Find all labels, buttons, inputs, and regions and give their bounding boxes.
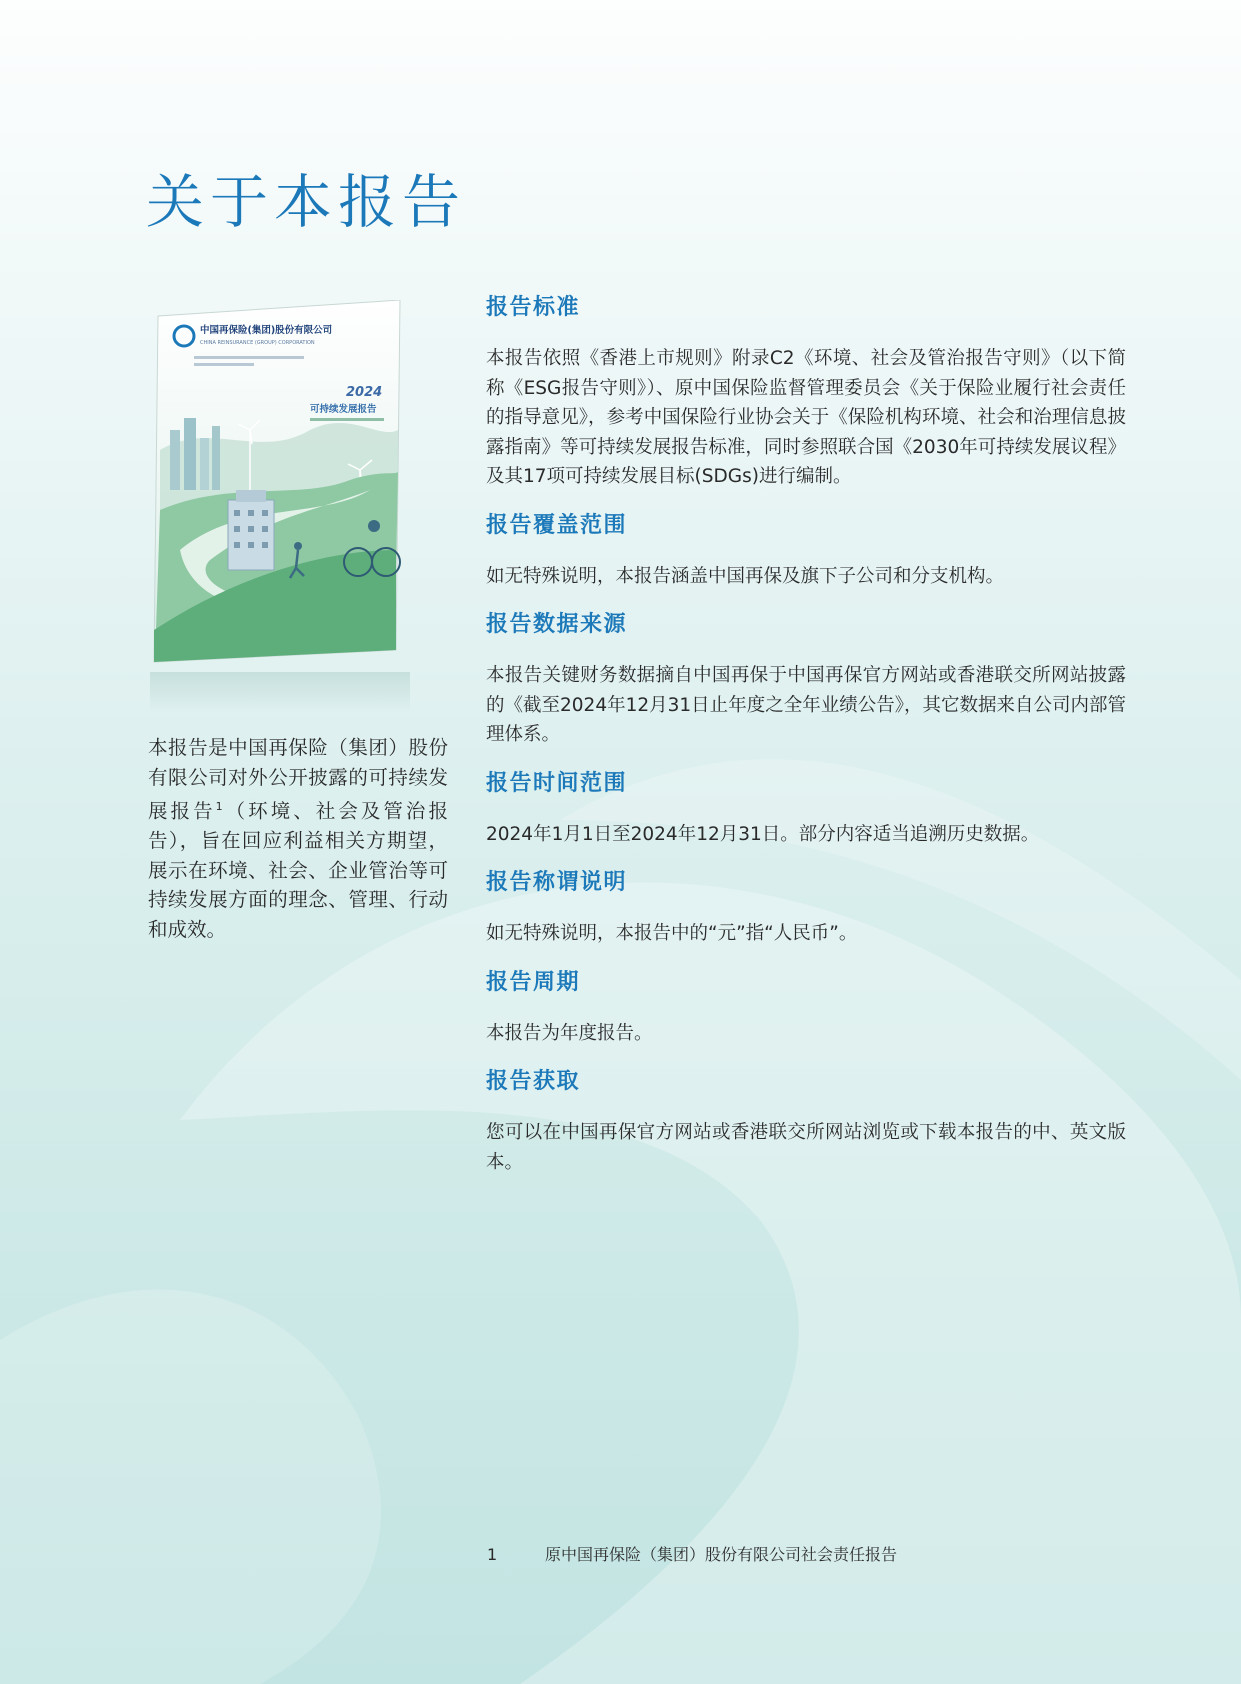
intro-paragraph xyxy=(148,733,448,944)
cover-report-name: 可持续发展报告 xyxy=(310,404,377,415)
section-body: 本报告为年度报告。 xyxy=(486,1022,653,1044)
section-heading: 报告获取 xyxy=(486,1069,581,1094)
footnote-text: 原中国再保险（集团）股份有限公司社会责任报告 xyxy=(545,1545,898,1564)
section-body: 本报告关键财务数据摘自中国再保于中国再保官方网站或香港联交所网站披露的《截至2024年12月31日止年度之全年业绩公告》，其它数据来自公司内部管理体系。 xyxy=(486,665,1126,745)
section-terminology xyxy=(486,865,1126,949)
section-body: 如无特殊说明，本报告涵盖中国再保及旗下子公司和分支机构。 xyxy=(486,565,1005,587)
section-report-access xyxy=(486,1064,1126,1177)
section-heading: 报告周期 xyxy=(486,969,581,995)
section-time-range xyxy=(486,766,1126,850)
cover-company-cn: 中国再保险(集团)股份有限公司 xyxy=(200,325,333,336)
intro-text: 本报告是中国再保险（集团）股份有限公司对外公开披露的可持续发展报告 xyxy=(148,736,448,823)
cover-reflection xyxy=(150,672,410,712)
report-cover-image xyxy=(150,300,410,670)
section-heading: 报告标准 xyxy=(486,295,581,320)
section-body: 2024年1月1日至2024年12月31日。部分内容适当追溯历史数据。 xyxy=(486,823,1040,845)
section-report-cycle xyxy=(486,965,1126,1049)
section-heading: 报告覆盖范围 xyxy=(486,512,628,538)
intro-text-continued: （环境、社会及管治报告），旨在回应利益相关方期望，展示在环境、社会、企业管治等可持续发展方面的理念、管理、行动和成效。 xyxy=(148,799,448,941)
section-heading: 报告称谓说明 xyxy=(486,870,628,895)
cover-company-en: CHINA REINSURANCE (GROUP) CORPORATION xyxy=(200,340,315,346)
footnote-ref: 1 xyxy=(215,800,223,813)
footnote-number: 1 xyxy=(487,1545,498,1564)
report-sections xyxy=(486,290,1126,1177)
page-title: 关于本报告 xyxy=(146,168,467,236)
section-body: 您可以在中国再保官方网站或香港联交所网站浏览或下载本报告的中、英文版本。 xyxy=(486,1122,1126,1173)
section-body: 本报告依照《香港上市规则》附录C2《环境、社会及管治报告守则》（以下简称《ESG报告守则》）、原中国保险监督管理委员会《关于保险业履行社会责任的指导意见》，参考中国保险行业协会关于《保险机构环境、社会和治理信息披露指南》等可持续发展报告标准，同时参照联合国《2030年可持续发展议程》及其17项可持续发展目标(SDGs)进行编制。 xyxy=(486,348,1126,487)
footnote xyxy=(487,1542,897,1565)
section-body: 如无特殊说明，本报告中的“元”指“人民币”。 xyxy=(486,923,858,944)
cover-year: 2024 xyxy=(346,385,383,400)
section-report-standard xyxy=(486,290,1126,492)
section-report-scope xyxy=(486,508,1126,592)
section-data-source xyxy=(486,607,1126,750)
section-heading: 报告数据来源 xyxy=(486,612,628,637)
section-heading: 报告时间范围 xyxy=(486,770,628,796)
